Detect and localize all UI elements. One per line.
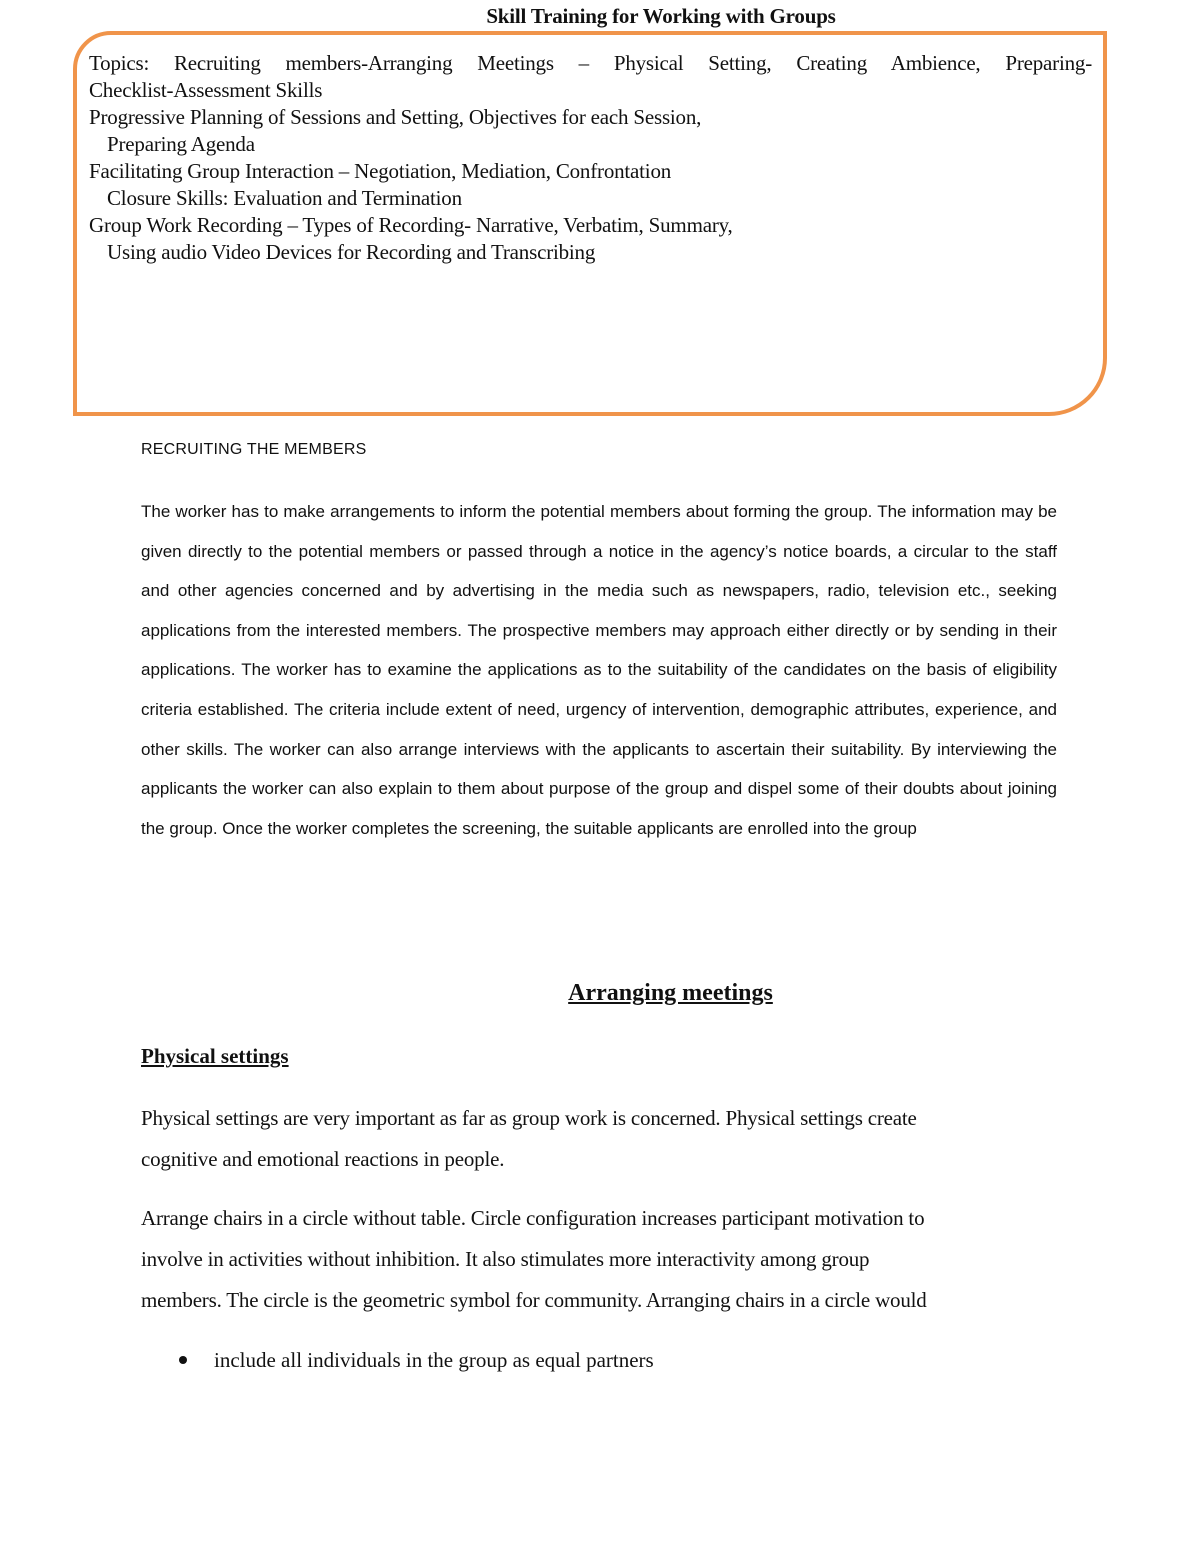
page-title: Skill Training for Working with Groups: [486, 4, 836, 28]
topics-line-2: Checklist-Assessment Skills: [89, 78, 323, 102]
list-item-text: include all individuals in the group as equal partners: [214, 1348, 654, 1372]
para2-line-2: involve in activities without inhibition. It also stimulates more interactivity among group: [141, 1247, 870, 1271]
topics-line-7: Group Work Recording – Types of Recording- Narrative, Verbatim, Summary,: [89, 213, 733, 237]
physical-settings-paragraph-1: [141, 1098, 1057, 1180]
topics-line-3: Progressive Planning of Sessions and Setting, Objectives for each Session,: [89, 105, 702, 129]
topics-line-5: Facilitating Group Interaction – Negotiation, Mediation, Confrontation: [89, 159, 672, 183]
para1-line-1: Physical settings are very important as far as group work is concerned. Physical settings create: [141, 1106, 917, 1130]
bullet-list: [141, 1342, 654, 1379]
topics-line-4: Preparing Agenda: [107, 132, 255, 156]
physical-settings-paragraph-2: [141, 1198, 1057, 1321]
bullet-dot-icon: [179, 1356, 187, 1364]
para2-line-1: Arrange chairs in a circle without table. Circle configuration increases participant motivation to: [141, 1206, 925, 1230]
recruiting-heading: RECRUITING THE MEMBERS: [141, 441, 367, 458]
arranging-meetings-heading: Arranging meetings: [568, 980, 773, 1006]
topics-line-6: Closure Skills: Evaluation and Termination: [107, 186, 462, 210]
topics-line-1: Topics: Recruiting members-Arranging Meetings – Physical Setting, Creating Ambience, Preparing-: [89, 51, 1092, 75]
list-item: [141, 1342, 654, 1379]
topics-list: [89, 50, 1092, 266]
recruiting-paragraph: The worker has to make arrangements to inform the potential members about forming the group. The information may be given directly to the potential members or passed through a notice in the agency’s notice boards, a circular to the staff and other agencies concerned and by advertising in the media such as newspapers, radio, television etc., seeking applications from the interested members. The prospective members may approach either directly or by sending in their applications. The worker has to examine the applications as to the suitability of the candidates on the basis of eligibility criteria established. The criteria include extent of need, urgency of intervention, demographic attributes, experience, and other skills. The worker can also arrange interviews with the applicants to ascertain their suitability. By interviewing the applicants the worker can also explain to them about purpose of the group and dispel some of their doubts about joining the group. Once the worker completes the screening, the suitable applicants are enrolled into the group: [141, 502, 1057, 838]
para2-line-3: members. The circle is the geometric symbol for community. Arranging chairs in a circle would: [141, 1288, 927, 1312]
para1-line-2: cognitive and emotional reactions in people.: [141, 1147, 505, 1171]
physical-settings-heading: Physical settings: [141, 1044, 289, 1068]
topics-line-8: Using audio Video Devices for Recording and Transcribing: [107, 240, 596, 264]
